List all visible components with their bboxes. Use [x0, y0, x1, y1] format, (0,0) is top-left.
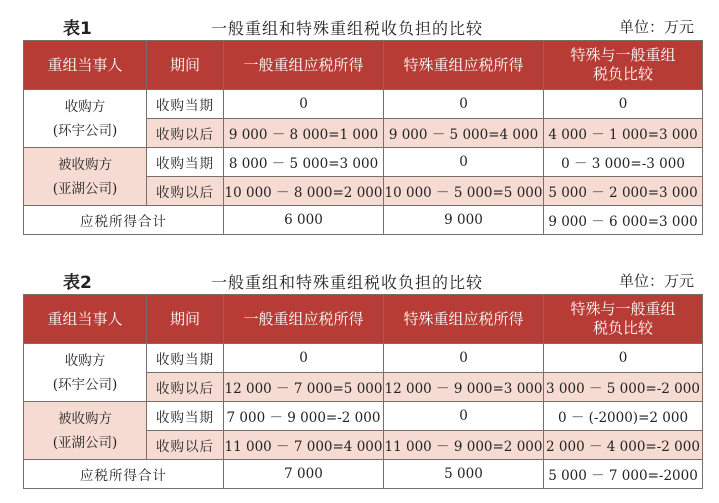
party-name: 收购方	[64, 98, 106, 115]
header-special: 特殊重组应税所得	[384, 41, 544, 90]
header-compare-line2: 税负比较	[592, 319, 653, 337]
header-row	[24, 41, 703, 90]
total-row	[24, 206, 703, 235]
table-unit: 单位：万元	[618, 18, 694, 36]
party-company: (环宇公司)	[52, 122, 118, 139]
special-cell: 0	[384, 344, 544, 373]
comparison-table	[23, 40, 703, 235]
special-cell: 12 000 － 9 000=3 000	[384, 373, 544, 402]
total-compare: 5 000 － 7 000=-2000	[544, 460, 703, 489]
table-row	[24, 402, 703, 431]
period-cell: 收购以后	[147, 431, 224, 460]
table-label: 表1	[63, 19, 92, 39]
header-compare-line1: 特殊与一般重组	[570, 46, 676, 64]
period-cell: 收购当期	[147, 90, 224, 119]
total-special: 5 000	[384, 460, 544, 489]
header-compare	[544, 41, 703, 90]
special-cell: 11 000 － 9 000=2 000	[384, 431, 544, 460]
special-cell: 0	[384, 90, 544, 119]
party-name: 被收购方	[58, 410, 112, 427]
general-cell: 8 000 － 5 000=3 000	[224, 148, 384, 177]
header-period: 期间	[147, 41, 224, 90]
party-target	[24, 148, 147, 206]
general-cell: 10 000 － 8 000=2 000	[224, 177, 384, 206]
special-cell: 0	[384, 148, 544, 177]
period-cell: 收购以后	[147, 373, 224, 402]
table-block-1	[23, 10, 702, 235]
party-acquirer	[24, 344, 147, 402]
total-row	[24, 460, 703, 489]
special-cell: 9 000 － 5 000=4 000	[384, 119, 544, 148]
total-special: 9 000	[384, 206, 544, 235]
compare-cell: 3 000 － 5 000=-2 000	[544, 373, 703, 402]
table-caption	[23, 10, 702, 40]
header-period: 期间	[147, 295, 224, 344]
total-general: 7 000	[224, 460, 384, 489]
party-name: 收购方	[64, 352, 106, 369]
table-title: 一般重组和特殊重组税收负担的比较	[211, 273, 484, 292]
header-compare-line1: 特殊与一般重组	[570, 300, 676, 318]
header-compare-line2: 税负比较	[592, 65, 653, 83]
table-row	[24, 90, 703, 119]
general-cell: 12 000 － 7 000=5 000	[224, 373, 384, 402]
period-cell: 收购当期	[147, 402, 224, 431]
compare-cell: 0	[544, 90, 703, 119]
header-row	[24, 295, 703, 344]
header-party: 重组当事人	[24, 295, 147, 344]
table-row	[24, 148, 703, 177]
table-row	[24, 344, 703, 373]
header-party: 重组当事人	[24, 41, 147, 90]
compare-cell: 2 000 － 4 000=-2 000	[544, 431, 703, 460]
header-general: 一般重组应税所得	[224, 41, 384, 90]
party-acquirer	[24, 90, 147, 148]
header-special: 特殊重组应税所得	[384, 295, 544, 344]
total-label: 应税所得合计	[24, 460, 224, 489]
general-cell: 11 000 － 7 000=4 000	[224, 431, 384, 460]
period-cell: 收购当期	[147, 344, 224, 373]
header-compare	[544, 295, 703, 344]
table-title: 一般重组和特殊重组税收负担的比较	[211, 19, 484, 38]
table-caption	[23, 264, 702, 294]
general-cell: 0	[224, 344, 384, 373]
general-cell: 9 000 － 8 000=1 000	[224, 119, 384, 148]
total-label: 应税所得合计	[24, 206, 224, 235]
party-company: (亚湖公司)	[52, 180, 118, 197]
period-cell: 收购以后	[147, 177, 224, 206]
table-unit: 单位：万元	[618, 272, 694, 290]
total-compare: 9 000 － 6 000=3 000	[544, 206, 703, 235]
period-cell: 收购当期	[147, 148, 224, 177]
compare-cell: 0 － (-2000)=2 000	[544, 402, 703, 431]
compare-cell: 0	[544, 344, 703, 373]
header-general: 一般重组应税所得	[224, 295, 384, 344]
compare-cell: 0 － 3 000=-3 000	[544, 148, 703, 177]
total-general: 6 000	[224, 206, 384, 235]
comparison-table	[23, 294, 703, 489]
compare-cell: 4 000 － 1 000=3 000	[544, 119, 703, 148]
party-company: (环宇公司)	[52, 376, 118, 393]
compare-cell: 5 000 － 2 000=3 000	[544, 177, 703, 206]
table-label: 表2	[63, 273, 92, 293]
party-target	[24, 402, 147, 460]
special-cell: 10 000 － 5 000=5 000	[384, 177, 544, 206]
general-cell: 0	[224, 90, 384, 119]
party-company: (亚湖公司)	[52, 434, 118, 451]
party-name: 被收购方	[58, 156, 112, 173]
period-cell: 收购以后	[147, 119, 224, 148]
table-block-2	[23, 264, 702, 489]
special-cell: 0	[384, 402, 544, 431]
general-cell: 7 000 － 9 000=-2 000	[224, 402, 384, 431]
